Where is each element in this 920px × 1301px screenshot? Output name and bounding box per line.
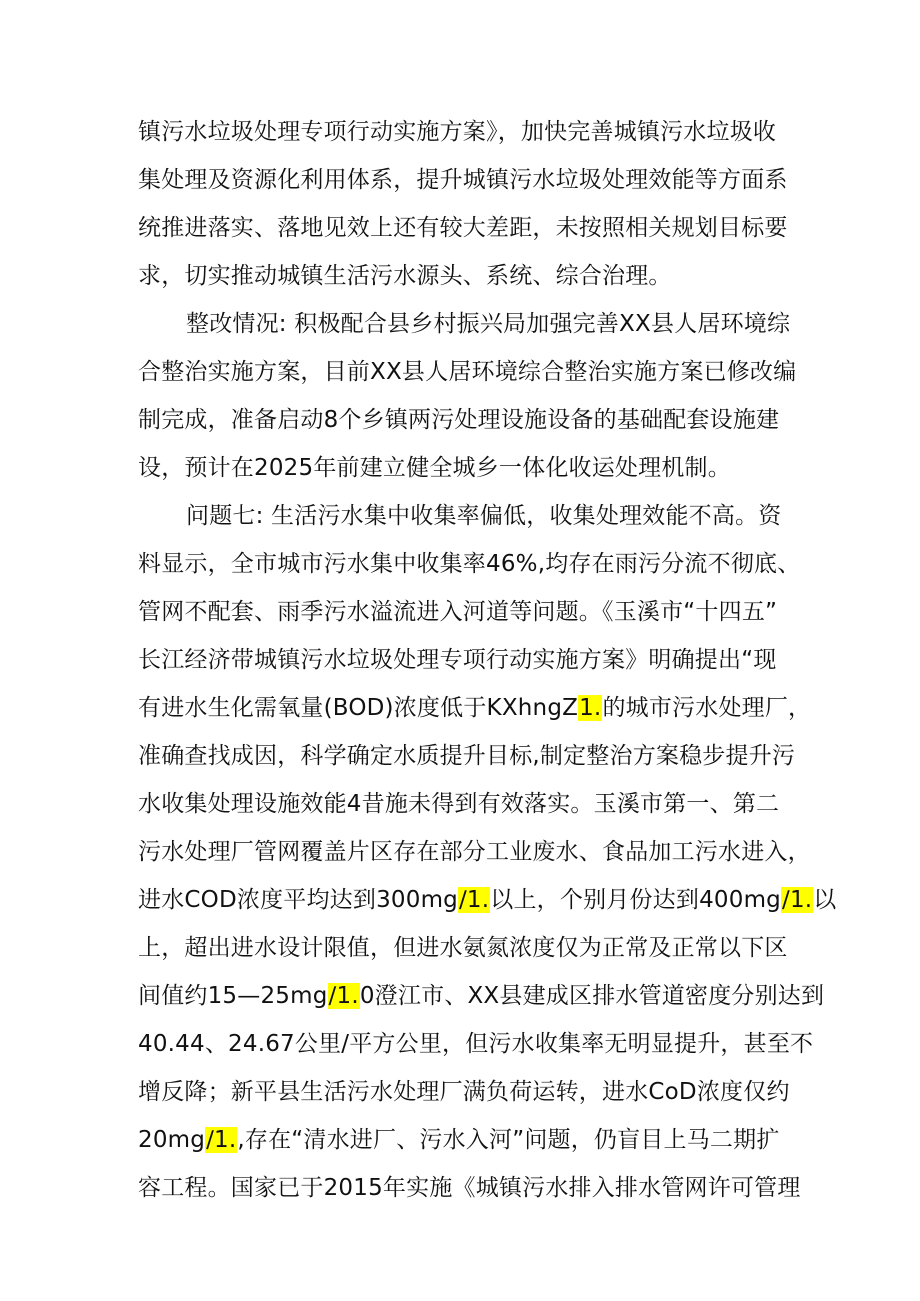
text-segment: 间值约15—25mg [138,983,328,1009]
text-line: 合整治实施方案，目前XX县人居环境综合整治实施方案已修改编 [138,359,797,385]
text-segment: 的城市污水处理厂， [602,695,812,721]
text-line: 容工程。国家已于2015年实施《城镇污水排入排水管网许可管理 [138,1175,801,1201]
text-line: 料显示，全市城市污水集中收集率46%,均存在雨污分流不彻底、 [138,551,801,577]
text-line: 求，切实推动城镇生活污水源头、系统、综合治理。 [138,263,672,289]
text-segment: 20mg [138,1127,206,1153]
text-line: 统推进落实、落地见效上还有较大差距，未按照相关规划目标要 [138,215,788,241]
text-line: 污水处理厂管网覆盖片区存在部分工业废水、食品加工污水进入， [138,839,811,865]
text-line: 制完成，准备启动8个乡镇两污处理设施设备的基础配套设施建 [138,407,780,433]
highlighted-text: ∕1. [328,983,359,1009]
text-line: 40.44、24.67公里/平方公里，但污水收集率无明显提升，甚至不 [138,1031,814,1057]
text-line: 准确查找成因，科学确定水质提升目标,制定整治方案稳步提升污 [138,743,796,769]
text-segment: 有进水生化需氧量(BOD)浓度低于KXhngZ [138,695,579,721]
highlighted-text: ∕1. [782,887,813,913]
text-line: 长江经济带城镇污水垃圾处理专项行动实施方案》明确提出“现 [138,647,777,673]
text-line: 水收集处理设施效能4昔施未得到有效落实。玉溪市第一、第二 [138,791,780,817]
text-segment: ,存在“清水进厂、污水入河”问题，仍盲目上马二期扩 [237,1127,780,1153]
text-line: 问题七: 生活污水集中收集率偏低，收集处理效能不高。资 [186,503,782,529]
text-line: 增反降；新平县生活污水处理厂满负荷运转，进水CoD浓度仅约 [138,1079,790,1105]
text-line [138,880,837,920]
text-line [138,688,812,728]
text-line: 集处理及资源化利用体系，提升城镇污水垃圾处理效能等方面系 [138,167,788,193]
text-line: 整改情况: 积极配合县乡村振兴局加强完善XX县人居环境综 [186,311,791,337]
text-line [138,976,825,1016]
highlighted-text: 1. [579,695,602,721]
text-line: 设，预计在2025年前建立健全城乡一体化收运处理机制。 [138,455,731,481]
text-line: 管网不配套、雨季污水溢流进入河道等问题。《玉溪市“十四五” [138,599,778,625]
highlighted-text: ∕1. [206,1127,237,1153]
text-segment: 以上，个别月份达到400mg [490,887,781,913]
text-segment: 进水COD浓度平均达到300mg [138,887,458,913]
text-segment: 0澄江市、XX县建成区排水管道密度分别达到 [359,983,825,1009]
text-segment: 以 [813,887,837,913]
highlighted-text: ∕1. [458,887,490,913]
text-line [138,1120,788,1160]
text-line: 上，超出进水设计限值，但进水氨氮浓度仅为正常及正常以下区 [138,935,788,961]
text-line: 镇污水垃圾处理专项行动实施方案》，加快完善城镇污水垃圾收 [138,119,777,145]
